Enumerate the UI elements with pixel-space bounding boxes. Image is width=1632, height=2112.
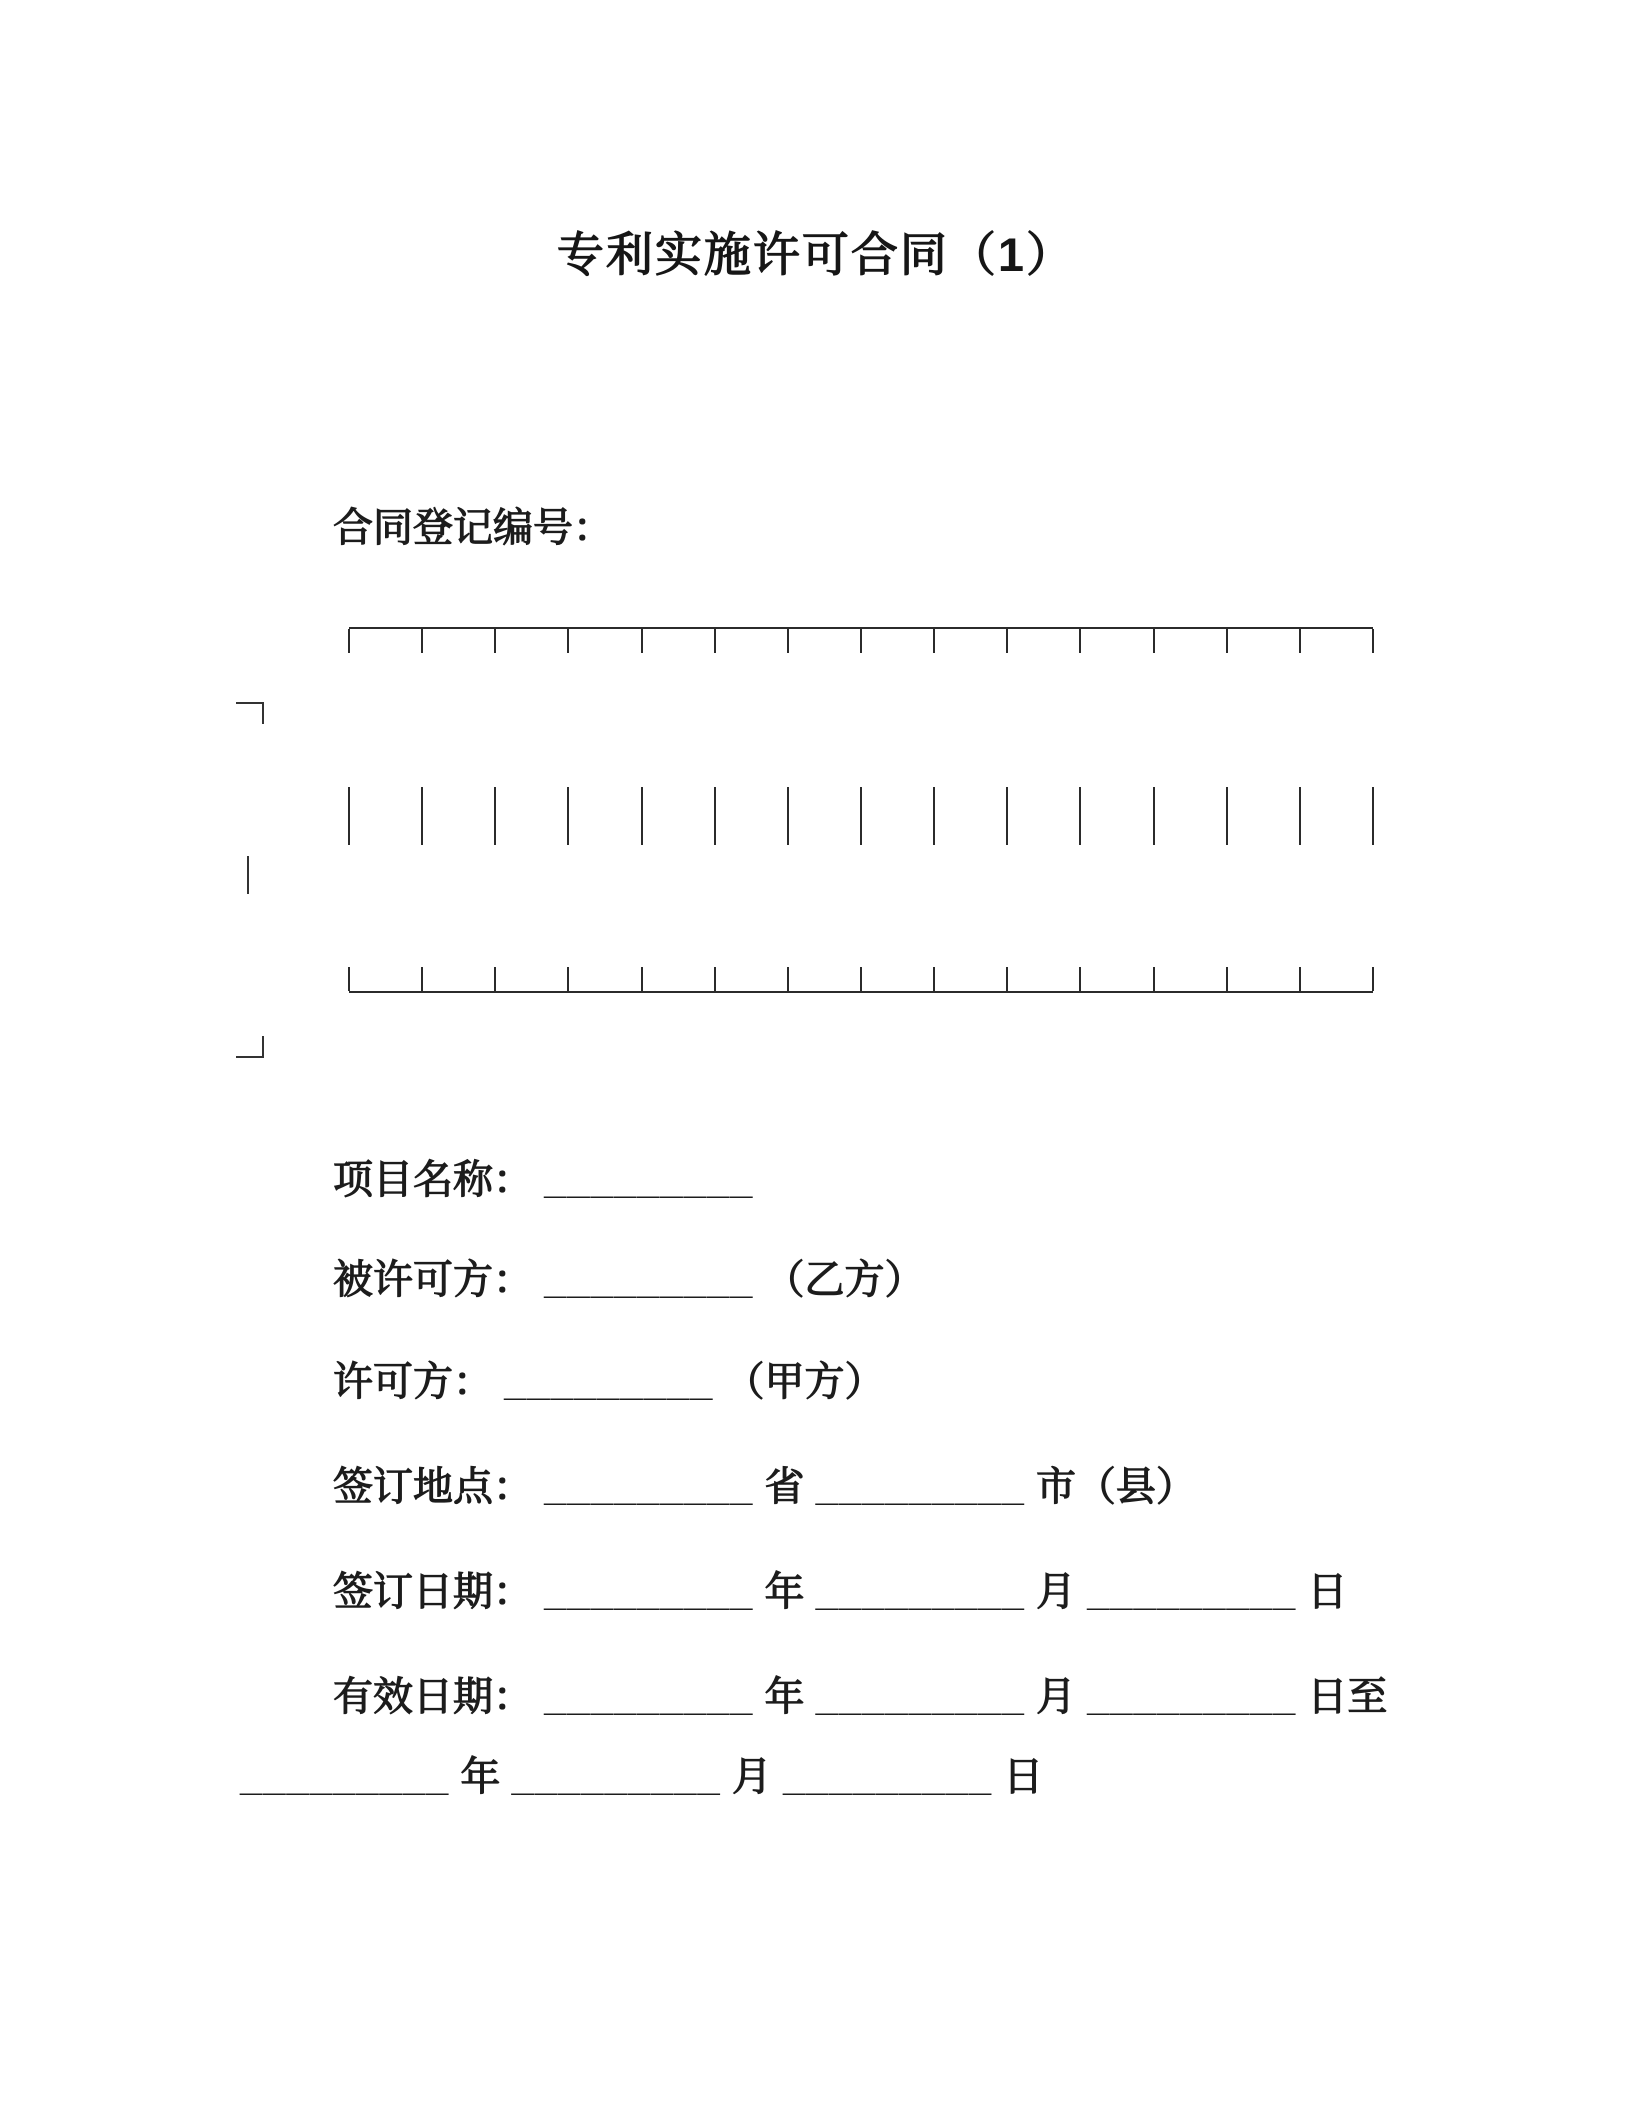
end-date-month-blank: _________ xyxy=(511,1755,721,1799)
end-date-year-blank: _________ xyxy=(240,1755,450,1799)
licensee-label: 被许可方： xyxy=(333,1258,533,1302)
year-suffix: 年 xyxy=(764,1570,805,1614)
valid-year-suffix: 年 xyxy=(764,1675,805,1719)
tick-bottom xyxy=(860,967,862,991)
tick-bottom xyxy=(1299,967,1301,991)
tick-top xyxy=(1006,629,1008,653)
valid-date-year-blank: _________ xyxy=(544,1675,754,1719)
valid-month-suffix: 月 xyxy=(1035,1675,1076,1719)
licensor-party-a-suffix: （甲方） xyxy=(724,1360,885,1404)
tick-top xyxy=(787,629,789,653)
tick-top xyxy=(1372,629,1374,653)
month-suffix: 月 xyxy=(1035,1570,1076,1614)
valid-date-month-blank: _________ xyxy=(815,1675,1025,1719)
licensee-party-b-suffix: （乙方） xyxy=(764,1258,925,1302)
form-line-project-name xyxy=(333,1148,753,1205)
end-day-suffix: 日 xyxy=(1003,1755,1044,1799)
project-name-blank: _________ xyxy=(544,1158,754,1202)
tick-top xyxy=(641,629,643,653)
tick-mid xyxy=(714,787,716,845)
form-line-licensee xyxy=(333,1248,924,1305)
licensor-blank: _________ xyxy=(504,1360,714,1404)
form-line-signing-date xyxy=(333,1560,1347,1617)
valid-date-day-blank: _________ xyxy=(1087,1675,1297,1719)
fold-mark-bottom xyxy=(236,1036,264,1058)
tick-mid xyxy=(1079,787,1081,845)
fold-mark-middle xyxy=(247,856,249,894)
tick-mid xyxy=(860,787,862,845)
tick-top xyxy=(421,629,423,653)
document-title: 专利实施许可合同（1） xyxy=(556,228,1076,281)
tick-top xyxy=(567,629,569,653)
tick-top xyxy=(494,629,496,653)
licensor-label: 许可方： xyxy=(333,1360,493,1404)
tick-bottom xyxy=(933,967,935,991)
valid-day-until-suffix: 日至 xyxy=(1307,1675,1388,1719)
valid-date-label: 有效日期： xyxy=(333,1675,533,1719)
end-month-suffix: 月 xyxy=(731,1755,772,1799)
tick-mid xyxy=(494,787,496,845)
tick-bottom xyxy=(1226,967,1228,991)
tick-top xyxy=(348,629,350,653)
province-suffix: 省 xyxy=(764,1465,805,1509)
tick-mid xyxy=(787,787,789,845)
day-suffix: 日 xyxy=(1307,1570,1348,1614)
city-county-suffix: 市（县） xyxy=(1035,1465,1196,1509)
fold-mark-top xyxy=(236,702,264,724)
form-line-signing-place xyxy=(333,1455,1196,1512)
tick-bottom xyxy=(1153,967,1155,991)
end-date-day-blank: _________ xyxy=(782,1755,993,1799)
tick-top xyxy=(933,629,935,653)
tick-mid xyxy=(1372,787,1374,845)
tick-bottom xyxy=(1079,967,1081,991)
signing-date-day-blank: _________ xyxy=(1087,1570,1297,1614)
tick-bottom xyxy=(714,967,716,991)
tick-bottom xyxy=(787,967,789,991)
form-line-licensor xyxy=(333,1350,884,1407)
end-year-suffix: 年 xyxy=(460,1755,501,1799)
tick-mid xyxy=(1226,787,1228,845)
tick-mid xyxy=(1153,787,1155,845)
licensee-blank: _________ xyxy=(544,1258,754,1302)
signing-place-city-blank: _________ xyxy=(815,1465,1025,1509)
tick-bottom xyxy=(348,967,350,991)
project-name-label: 项目名称： xyxy=(333,1158,533,1202)
registration-grid xyxy=(349,627,1373,993)
registration-number-label: 合同登记编号： xyxy=(333,506,613,550)
tick-mid xyxy=(1006,787,1008,845)
tick-bottom xyxy=(494,967,496,991)
signing-date-label: 签订日期： xyxy=(333,1570,533,1614)
signing-date-month-blank: _________ xyxy=(815,1570,1025,1614)
signing-date-year-blank: _________ xyxy=(544,1570,754,1614)
tick-mid xyxy=(641,787,643,845)
tick-mid xyxy=(933,787,935,845)
form-line-valid-date-end xyxy=(240,1745,1043,1802)
tick-bottom xyxy=(567,967,569,991)
tick-bottom xyxy=(421,967,423,991)
tick-top xyxy=(1299,629,1301,653)
signing-place-province-blank: _________ xyxy=(544,1465,754,1509)
tick-bottom xyxy=(1006,967,1008,991)
tick-bottom xyxy=(641,967,643,991)
tick-mid xyxy=(348,787,350,845)
tick-mid xyxy=(421,787,423,845)
tick-top xyxy=(1079,629,1081,653)
tick-top xyxy=(1153,629,1155,653)
tick-top xyxy=(860,629,862,653)
tick-top xyxy=(714,629,716,653)
signing-place-label: 签订地点： xyxy=(333,1465,533,1509)
tick-bottom xyxy=(1372,967,1374,991)
tick-mid xyxy=(567,787,569,845)
form-line-valid-date-start xyxy=(333,1665,1387,1722)
tick-mid xyxy=(1299,787,1301,845)
tick-top xyxy=(1226,629,1228,653)
